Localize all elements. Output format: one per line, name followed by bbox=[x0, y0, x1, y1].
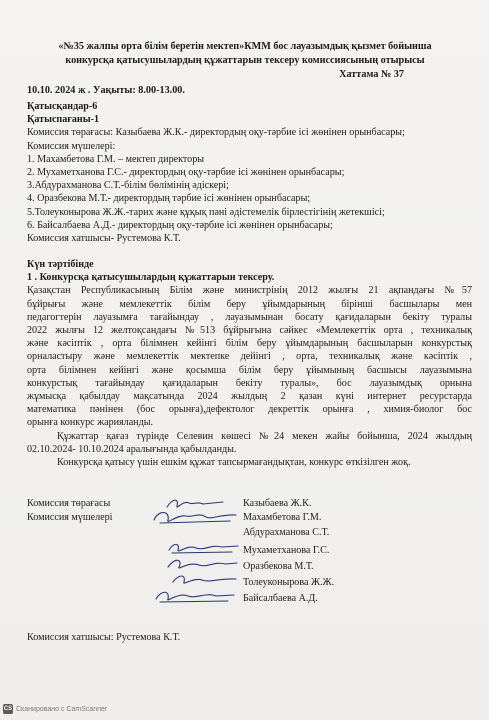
paragraph-line: 02.10.2024- 10.10.2024 аралығында қабылданды. bbox=[27, 443, 237, 455]
paragraph-line: және кәсіптік , орта білімнен кейінгі білім беру ұйымдарының басшыларын конкурстық bbox=[27, 338, 472, 350]
paragraph-line: конкурстық тағайындау қағидаларын бекіту туралы», бос лауазымдық орнына bbox=[27, 377, 472, 389]
scanner-text: Сканировано с CamScanner bbox=[16, 705, 108, 713]
signature-2 bbox=[150, 508, 240, 526]
header-line-2: конкурсқа қатысушылардың құжаттарын тексеру комиссиясының отырысы bbox=[65, 55, 425, 66]
document-header bbox=[20, 40, 470, 82]
signatory-name: Абдурахманова С.Т. bbox=[243, 527, 330, 538]
paragraph-line: Қазақстан Республикасының Білім және министрінің 2012 жылғы 21 ақпандағы №57 bbox=[27, 285, 472, 297]
signatory-name: Байсалбаева А.Д. bbox=[243, 593, 318, 604]
paragraph-line: математика пәнінен (бос орынға),дефектолог декреттік орынға , химия-биолог бос bbox=[27, 404, 472, 416]
paragraph-line: Құжаттар қағаз түрінде Селевин көшесі №24 мекен жайы бойынша, 2024 жылдың bbox=[57, 430, 472, 442]
chair-label: Комиссия төрағасы bbox=[27, 498, 111, 509]
paragraph-line: педагогтерін лауазымға тағайындау , лауазымынан босату қағидаларын бекіту туралы bbox=[27, 311, 472, 323]
scanner-watermark bbox=[3, 704, 107, 714]
signature-3 bbox=[166, 540, 241, 556]
paragraph-line: орынға конкурс жарияланды. bbox=[27, 417, 154, 429]
paragraph-line: орналастыру және мемлекеттік мектепке дейінгі , орта, техникалық және кәсіптік , bbox=[27, 351, 472, 363]
attendance-block bbox=[27, 100, 472, 245]
member-line: 5.Толеуконырова Ж.Ж.-тарих және құқық пәні әдістемелік бірлестігінің жетекшісі; bbox=[27, 206, 385, 218]
signature-4 bbox=[165, 556, 240, 572]
agenda-title: Күн тәртібінде bbox=[27, 259, 94, 270]
agenda-block bbox=[27, 258, 472, 469]
signatory-name: Толеуконырова Ж.Ж. bbox=[243, 577, 335, 588]
camscanner-icon: CS bbox=[3, 706, 13, 712]
signature-5 bbox=[170, 572, 240, 588]
paragraph-line: бұйрығы және мемлекеттік білім беру ұйымдарының бірінші басшылары мен bbox=[27, 298, 472, 310]
signature-6 bbox=[152, 587, 237, 605]
meeting-date-time: 10.10. 2024 ж . Уақыты: 8.00-13.00. bbox=[27, 85, 185, 96]
paragraph-line: жұмысқа қабылдау мақсатында 2024 жылдың 2 қазан күні интернет ресурстарда bbox=[27, 391, 472, 403]
paragraph-line: орта білімнен кейінгі және қосымша білім беру ұйымының басшысы лауазымына bbox=[27, 364, 472, 376]
agenda-item-1: 1 . Конкурсқа қатысушылардың құжаттарын тексеру. bbox=[27, 272, 275, 284]
signatory-name: Оразбекова М.Т. bbox=[243, 561, 314, 572]
secretary-signature-line: Комиссия хатшысы: Рустемова К.Т. bbox=[27, 632, 181, 643]
paragraph-line: Конкурсқа қатысу үшін ешкім құжат тапсырмағандықтан, конкурс өткізілген жоқ. bbox=[57, 457, 411, 469]
member-line: 4. Оразбекова М.Т.- директордың тәрбие ісі жөнінен орынбасары; bbox=[27, 193, 311, 205]
present-count: Қатысқандар-6 bbox=[27, 101, 98, 112]
member-line: 6. Байсалбаева А.Д.- директордың оқу-тәрбие ісі жөнінен орынбасары; bbox=[27, 219, 333, 231]
signatory-name: Казыбаева Ж.К. bbox=[243, 498, 312, 509]
secretary-line: Комиссия хатшысы- Рустемова К.Т. bbox=[27, 233, 181, 245]
members-title: Комиссия мүшелері: bbox=[27, 140, 116, 152]
chair-line: Комиссия төрағасы: Казыбаева Ж.К.- директордың оқу-тәрбие ісі жөнінен орынбасары; bbox=[27, 127, 405, 139]
header-line-1: «№35 жалпы орта білім беретін мектеп»КММ бос лауазымдық қызмет бойынша bbox=[58, 41, 432, 52]
absent-count: Қатыспағаны-1 bbox=[27, 114, 100, 126]
member-line: 2. Мухаметханова Г.С.- директордың оқу-тәрбие ісі жөнінен орынбасары; bbox=[27, 167, 345, 179]
signatory-name: Мухаметханова Г.С. bbox=[243, 545, 330, 556]
member-line: 3.Абдурахманова С.Т.-білім бөлімінің әдіскері; bbox=[27, 180, 229, 192]
member-line: 1. Махамбетова Г.М. – мектеп директоры bbox=[27, 153, 205, 165]
protocol-number: Хаттама № 37 bbox=[339, 69, 404, 80]
signatory-name: Махамбетова Г.М. bbox=[243, 512, 322, 523]
paragraph-line: 2022 жылғы 12 желтоқсандағы №513 бұйрығына сәйкес «Мемлекеттік орта , техникалық bbox=[27, 325, 472, 337]
members-label: Комиссия мүшелері bbox=[27, 512, 113, 523]
